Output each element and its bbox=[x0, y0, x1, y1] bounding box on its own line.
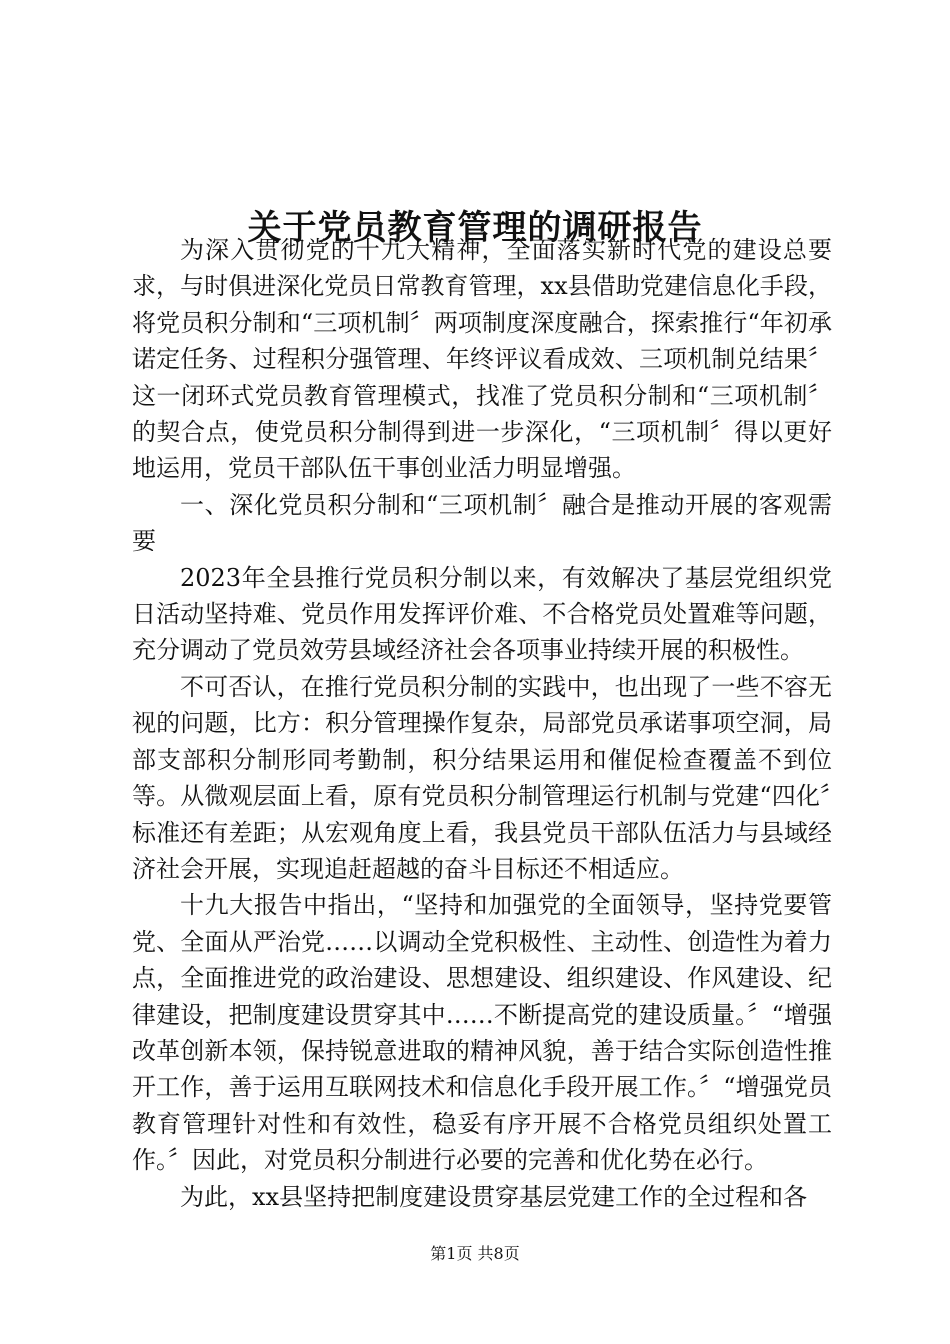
section-heading-1: 一、深化党员积分制和“三项机制〞融合是推动开展的客观需要 bbox=[132, 490, 832, 556]
document-title: 关于党员教育管理的调研报告 bbox=[247, 207, 703, 248]
paragraph-measures: 为此，xx县坚持把制度建设贯穿基层党建工作的全过程和各 bbox=[180, 1182, 808, 1211]
paragraph-2023-background: 2023年全县推行党员积分制以来，有效解决了基层党组织党日活动坚持难、党员作用发挥评价难、不合格党员处置难等问题，充分调动了党员效劳县域经济社会各项事业持续开展的积极性。 bbox=[132, 563, 832, 665]
paragraph-report-quote: 十九大报告中指出，“坚持和加强党的全面领导，坚持党要管党、全面从严治党……以调动全党积极性、主动性、创造性为着力点，全面推进党的政治建设、思想建设、组织建设、作风建设、纪律建设，把制度建设贯穿其中……不断提高党的建设质量。〞“增强改革创新本领，保持锐意进取的精神风貌，善于结合实际创造性推开工作，善于运用互联网技术和信息化手段开展工作。〞“增强党员教育管理针对性和有效性，稳妥有序开展不合格党员组织处置工作。〞因此，对党员积分制进行必要的完善和优化势在必行。 bbox=[132, 891, 832, 1175]
paragraph-intro: 为深入贯彻党的十九大精神，全面落实新时代党的建设总要求，与时俱进深化党员日常教育管理，xx县借助党建信息化手段，将党员积分制和“三项机制〞两项制度深度融合，探索推行“年初承诺定任务、过程积分强管理、年终评议看成效、三项机制兑结果〞这一闭环式党员教育管理模式，找准了党员积分制和“三项机制〞的契合点，使党员积分制得到进一步深化，“三项机制〞得以更好地运用，党员干部队伍干事创业活力明显增强。 bbox=[132, 236, 832, 483]
page-number-footer: 第1页 共8页 bbox=[430, 1244, 520, 1263]
document-body bbox=[132, 232, 832, 1215]
paragraph-problems: 不可否认，在推行党员积分制的实践中，也出现了一些不容无视的问题，比方：积分管理操作复杂，局部党员承诺事项空洞，局部支部积分制形同考勤制，积分结果运用和催促检查覆盖不到位等。从微观层面上看，原有党员积分制管理运行机制与党建“四化〞标准还有差距；从宏观角度上看，我县党员干部队伍活力与县域经济社会开展，实现追赶超越的奋斗目标还不相适应。 bbox=[132, 672, 832, 883]
